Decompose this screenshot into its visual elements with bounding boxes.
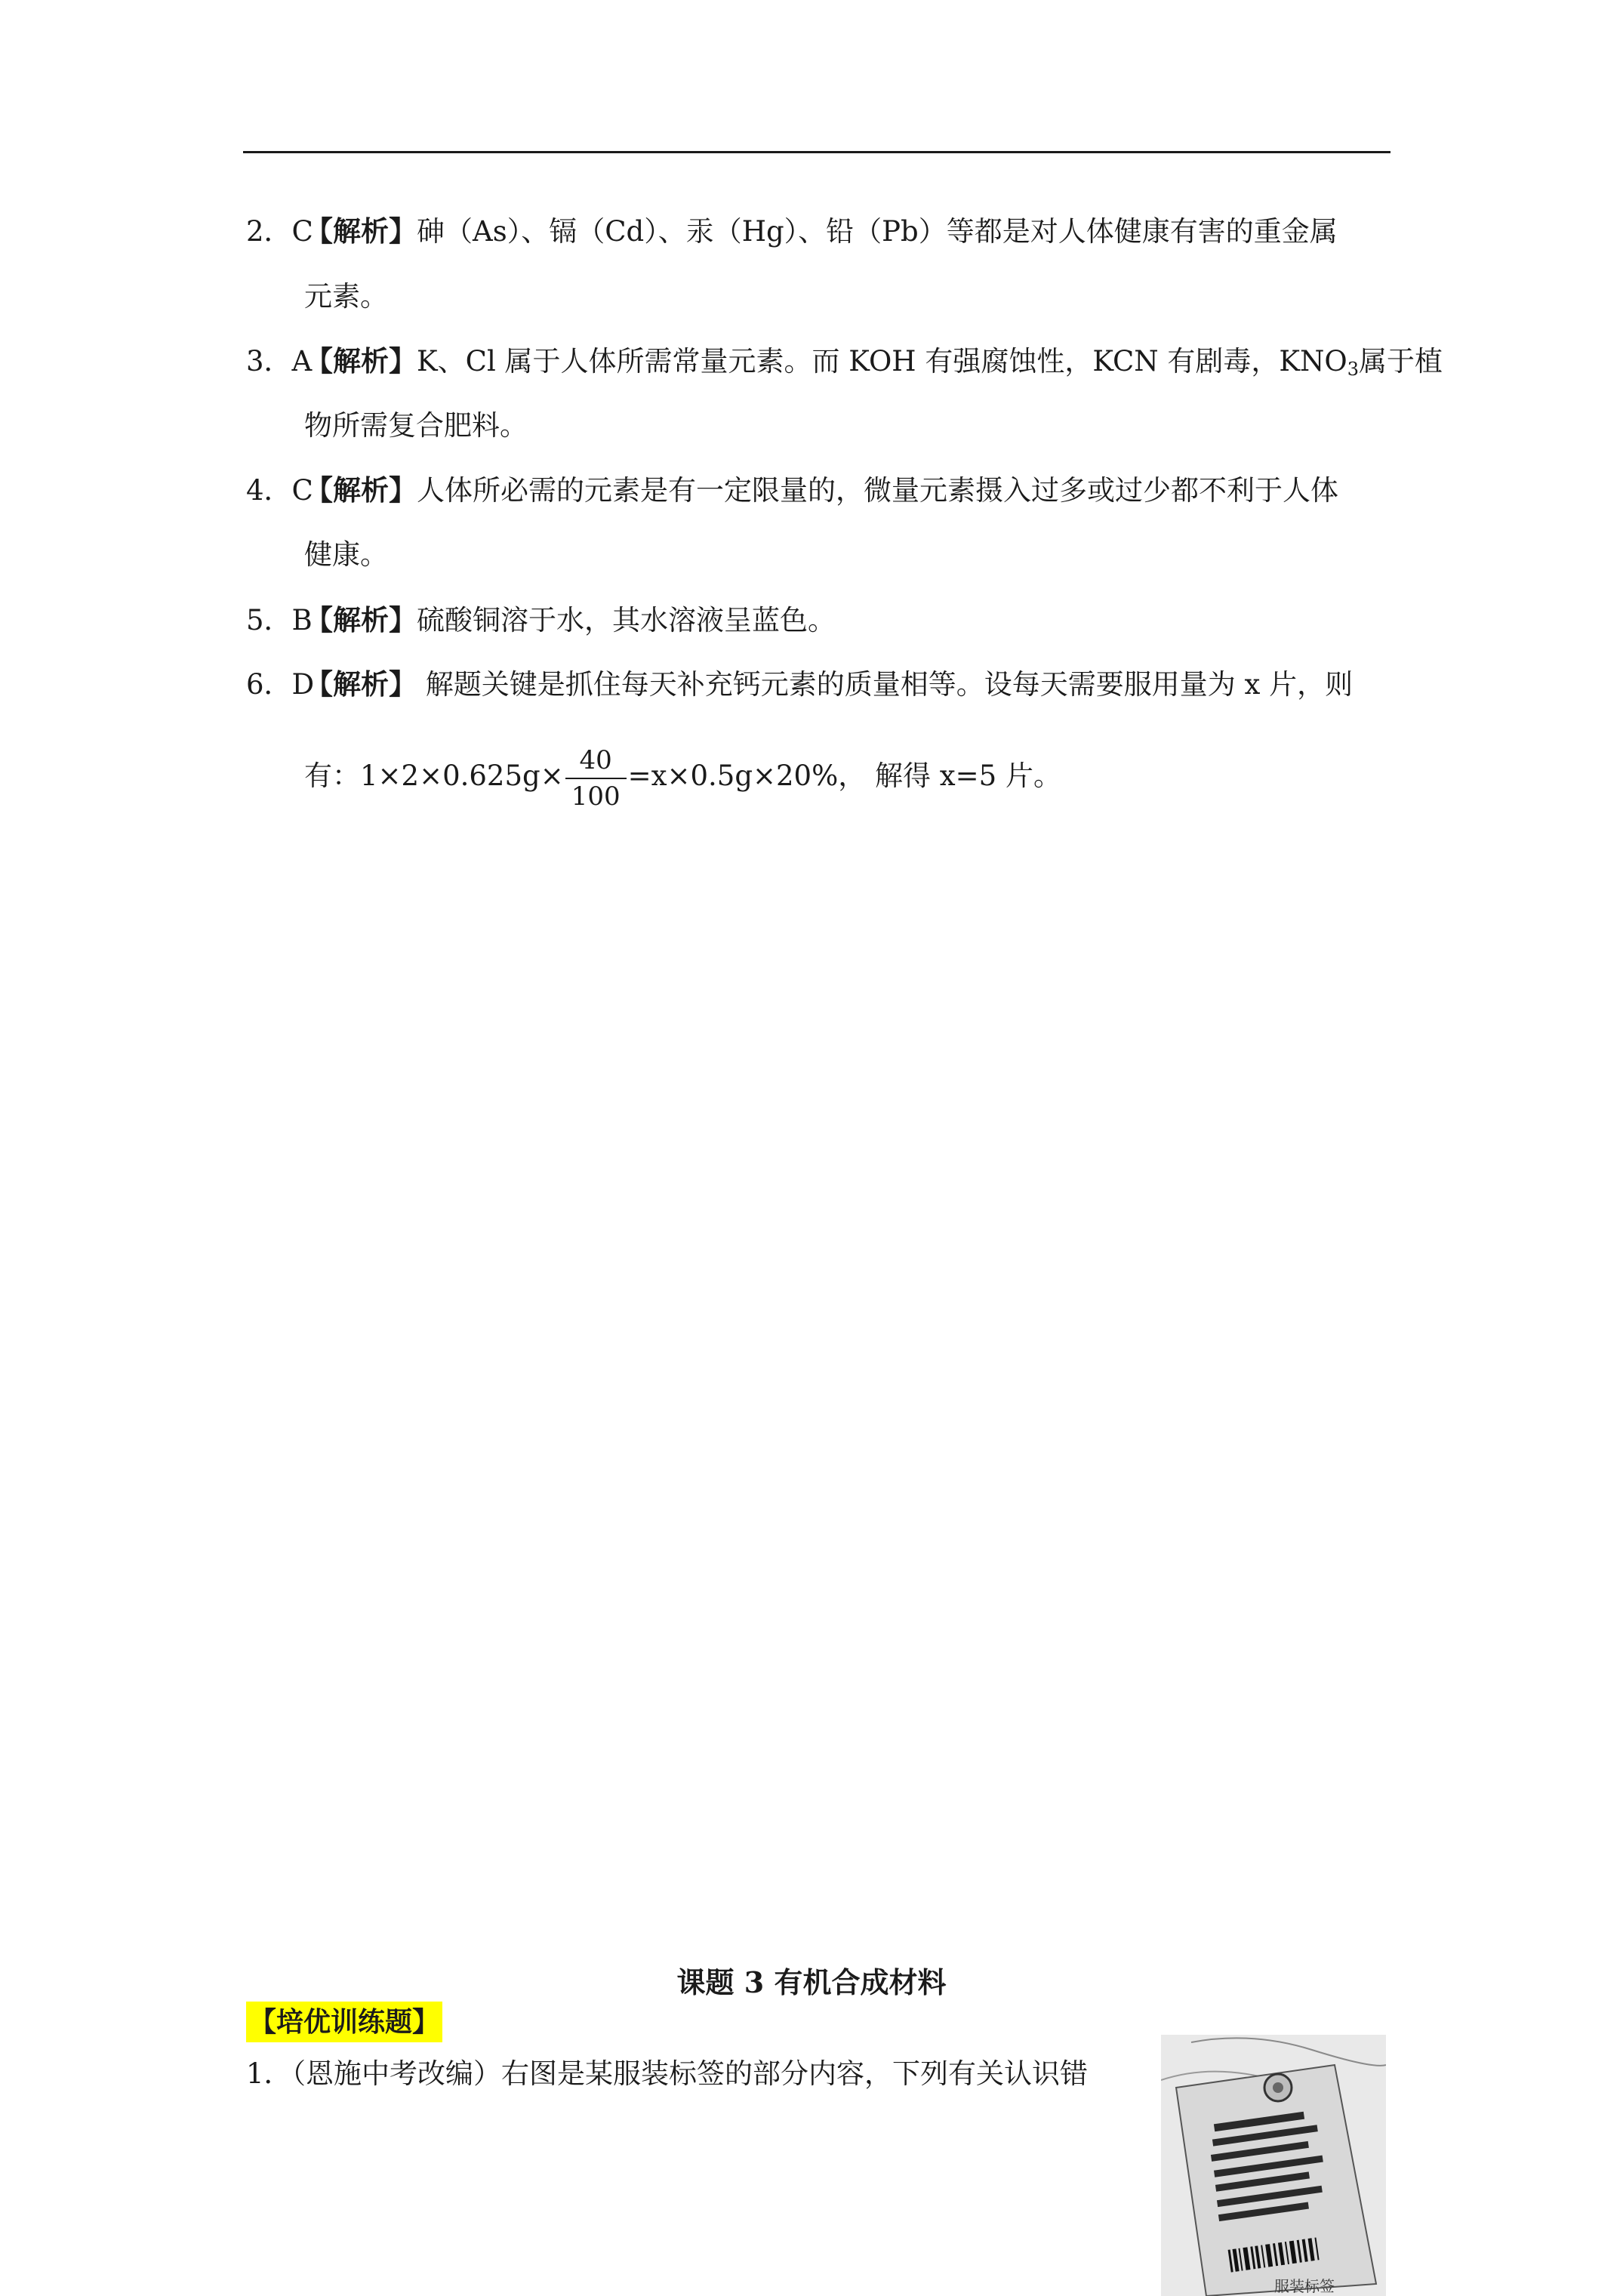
answer-4-line-2 [304,536,388,574]
answer-number: 2．C [246,215,313,248]
analysis-label: 【解析】 [305,603,417,636]
answer-number: 5．B [246,604,313,636]
answer-4-line-1 [246,471,1338,510]
answer-text: 元素。 [304,280,388,313]
analysis-label: 【解析】 [305,667,417,701]
answer-6-line-1 [246,665,1353,704]
answer-number: 4．C [246,474,313,507]
equation-right: =x×0.5g×20%， 解得 x=5 片。 [627,760,1061,792]
answer-number: 6．D [246,668,315,701]
fraction-denominator: 100 [571,781,621,812]
answer-text: K、Cl 属于人体所需常量元素。而 KOH 有强腐蚀性，KCN 有剧毒，KNO [417,345,1347,378]
analysis-label: 【解析】 [305,344,417,378]
figure-caption: 服装标签 [1274,2277,1335,2295]
answer-text: 属于植 [1359,345,1443,378]
lesson-title: 课题 3 有机合成材料 [676,1965,947,1999]
analysis-label: 【解析】 [305,473,417,507]
answer-text: 人体所必需的元素是有一定限量的，微量元素摄入过多或过少都不利于人体 [417,474,1338,507]
fraction [565,743,627,814]
section-tag: 【培优训练题】 [246,2002,442,2042]
question-1: 1．（恩施中考改编）右图是某服装标签的部分内容，下列有关认识错 [246,2057,1089,2090]
answer-text: 物所需复合肥料。 [304,409,528,442]
subscript: 3 [1347,359,1360,380]
answer-3-line-1 [246,342,1443,388]
answer-2-line-2 [304,278,388,316]
answer-6-equation [304,738,1061,814]
analysis-label: 【解析】 [305,214,417,248]
answer-2-line-1 [246,212,1338,251]
answer-text: 解题关键是抓住每天补充钙元素的质量相等。设每天需要服用量为 x 片，则 [417,668,1354,701]
answer-5-line-1 [246,601,836,639]
header-rule [243,151,1390,153]
equation-left: 有：1×2×0.625g× [304,760,564,792]
fraction-numerator: 40 [565,743,627,779]
answer-text: 硫酸铜溶于水，其水溶液呈蓝色。 [417,604,836,636]
answer-number: 3．A [246,345,313,378]
answer-text: 砷（As）、镉（Cd）、汞（Hg）、铅（Pb）等都是对人体健康有害的重金属 [417,215,1338,248]
answer-text: 健康。 [304,538,388,571]
clothing-tag-photo-icon [1161,2035,1386,2296]
answer-3-line-2 [304,407,528,445]
